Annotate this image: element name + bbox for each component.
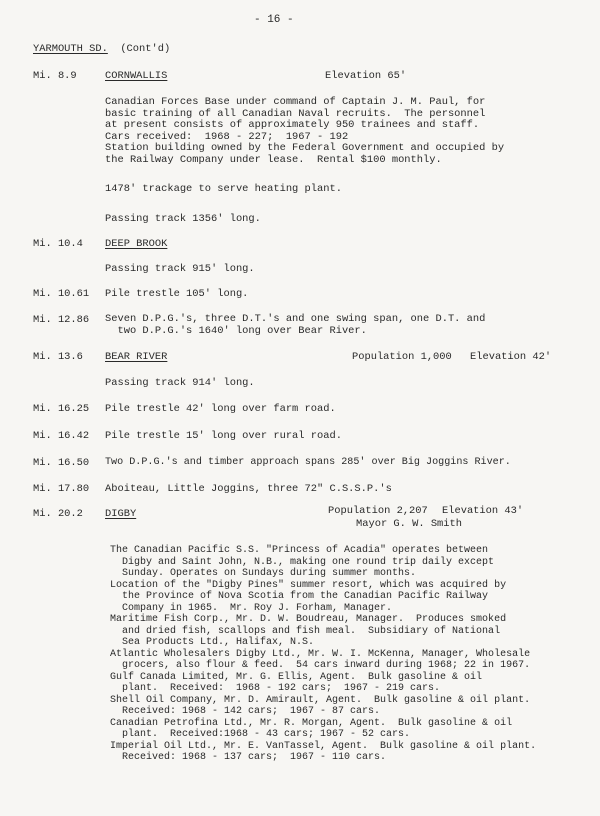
section-title: YARMOUTH SD. <box>33 43 108 55</box>
digby-line: Sea Products Ltd., Halifax, N.S. <box>110 637 315 648</box>
page-number: - 16 - <box>254 14 294 26</box>
mile-bear-river: Mi. 13.6 <box>33 351 83 363</box>
mayor-digby: Mayor G. W. Smith <box>356 518 463 530</box>
bear-river-passing: Passing track 914' long. <box>105 377 255 389</box>
mile-cornwallis: Mi. 8.9 <box>33 70 77 82</box>
cornwallis-desc-line: the Railway Company under lease. Rental $100 monthly. <box>105 153 442 166</box>
elevation-cornwallis: Elevation 65' <box>325 70 407 82</box>
mile-12-86: Mi. 12.86 <box>33 314 90 326</box>
digby-line: plant. Received: 1968 - 192 cars; 1967 - 219 cars. <box>110 683 441 694</box>
station-deep-brook: DEEP BROOK <box>105 238 168 250</box>
digby-line: Company in 1965. Mr. Roy J. Forham, Manager. <box>110 602 393 614</box>
elevation-digby: Elevation 43' <box>442 505 524 517</box>
digby-line: Gulf Canada Limited, Mr. G. Ellis, Agent. Bulk gasoline & oil <box>110 671 483 683</box>
elevation-bear-river: Elevation 42' <box>470 351 552 363</box>
section-header <box>33 43 170 55</box>
cornwallis-desc-line: basic training of all Canadian Naval recruits. The personnel <box>105 107 486 120</box>
entry-16-50: Two D.P.G.'s and timber approach spans 285' over Big Joggins River. <box>105 457 511 468</box>
cornwallis-desc-line: Cars received: 1968 - 227; 1967 - 192 <box>105 130 349 143</box>
cornwallis-desc-line: Station building owned by the Federal Government and occupied by <box>105 142 505 155</box>
entry-12-86 <box>105 314 485 337</box>
population-digby: Population 2,207 <box>328 505 428 517</box>
entry-16-42: Pile trestle 15' long over rural road. <box>105 430 342 442</box>
mile-16-50: Mi. 16.50 <box>33 457 90 469</box>
digby-line: Canadian Petrofina Ltd., Mr. R. Morgan, Agent. Bulk gasoline & oil <box>110 717 513 729</box>
section-cont: (Cont'd) <box>120 43 171 55</box>
digby-line: plant. Received:1968 - 43 cars; 1967 - 52 cars. <box>110 729 411 740</box>
mile-deep-brook: Mi. 10.4 <box>33 238 83 250</box>
station-digby: DIGBY <box>105 508 137 520</box>
entry-12-86-line: Seven D.P.G.'s, three D.T.'s and one swing span, one D.T. and <box>105 313 486 325</box>
cornwallis-desc-line: at present consists of approximately 950 trainees and staff. <box>105 119 480 132</box>
cornwallis-trackage: 1478' trackage to serve heating plant. <box>105 183 342 195</box>
cornwallis-desc <box>105 97 504 167</box>
mile-16-42: Mi. 16.42 <box>33 430 90 442</box>
digby-line: the Province of Nova Scotia from the Canadian Pacific Railway <box>110 591 489 602</box>
digby-line: Shell Oil Company, Mr. D. Amirault, Agent. Bulk gasoline & oil plant. <box>110 694 531 706</box>
digby-line: Atlantic Wholesalers Digby Ltd., Mr. W. I. McKenna, Manager, Wholesale <box>110 648 531 660</box>
station-bear-river: BEAR RIVER <box>105 351 168 363</box>
entry-10-61: Pile trestle 105' long. <box>105 288 249 300</box>
digby-line: Maritime Fish Corp., Mr. D. W. Boudreau, Manager. Produces smoked <box>110 614 507 625</box>
digby-line: Imperial Oil Ltd., Mr. E. VanTassel, Agent. Bulk gasoline & oil plant. <box>110 740 537 752</box>
mile-10-61: Mi. 10.61 <box>33 288 90 300</box>
cornwallis-desc-line: Canadian Forces Base under command of Captain J. M. Paul, for <box>105 96 486 108</box>
mile-digby: Mi. 20.2 <box>33 508 83 520</box>
population-bear-river: Population 1,000 <box>352 351 452 363</box>
mile-16-25: Mi. 16.25 <box>33 403 90 415</box>
entry-16-25: Pile trestle 42' long over farm road. <box>105 403 336 415</box>
mile-17-80: Mi. 17.80 <box>33 483 90 495</box>
entry-17-80: Aboiteau, Little Joggins, three 72" C.S.S.P.'s <box>105 483 392 495</box>
digby-details <box>110 545 536 764</box>
digby-line: Digby and Saint John, N.B., making one round trip daily except <box>110 556 495 568</box>
cornwallis-passing: Passing track 1356' long. <box>105 213 261 225</box>
entry-12-86-line: two D.P.G.'s 1640' long over Bear River. <box>105 324 367 337</box>
digby-line: Received: 1968 - 142 cars; 1967 - 87 cars. <box>110 706 381 717</box>
deep-brook-passing: Passing track 915' long. <box>105 263 255 275</box>
digby-line: Sunday. Operates on Sundays during summer months. <box>110 568 417 579</box>
digby-line: The Canadian Pacific S.S. "Princess of Acadia" operates between <box>110 545 489 556</box>
digby-line: Received: 1968 - 137 cars; 1967 - 110 cars. <box>110 752 387 763</box>
digby-line: grocers, also flour & feed. 54 cars inward during 1968; 22 in 1967. <box>110 660 531 671</box>
digby-line: and dried fish, scallops and fish meal. Subsidiary of National <box>110 625 501 637</box>
station-cornwallis: CORNWALLIS <box>105 70 168 82</box>
digby-line: Location of the "Digby Pines" summer resort, which was acquired by <box>110 579 507 591</box>
